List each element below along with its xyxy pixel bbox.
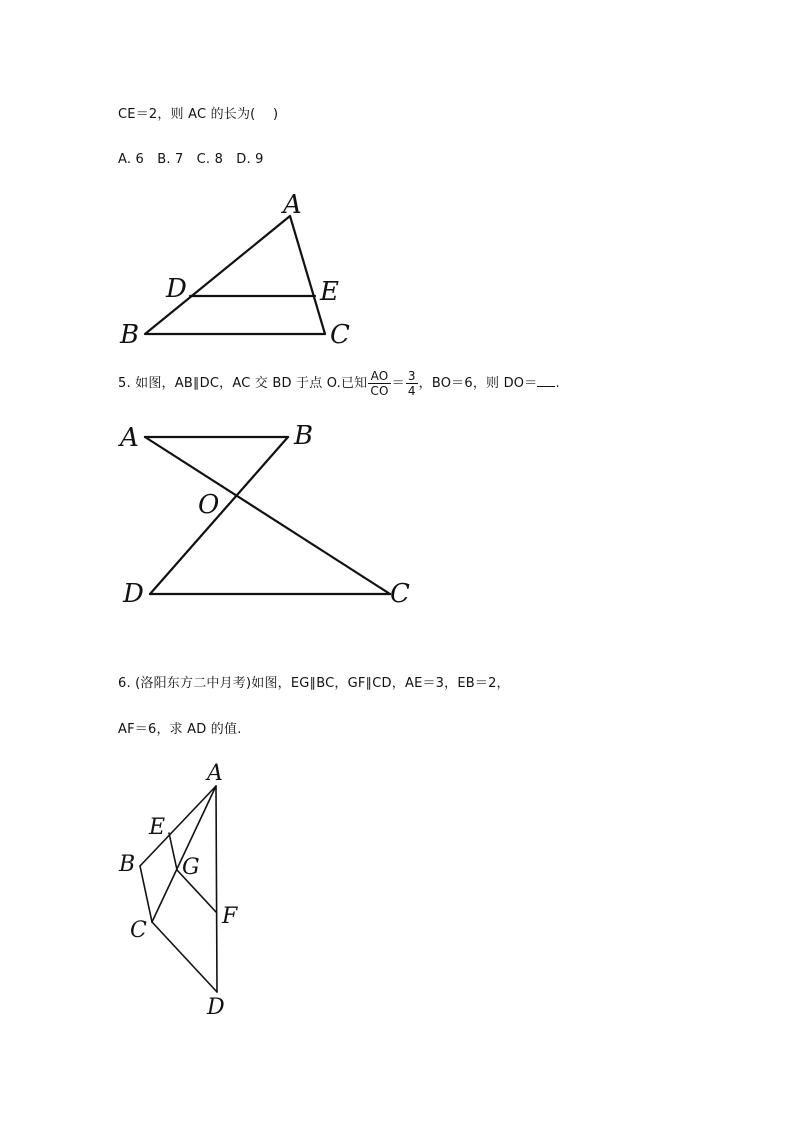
segment-bc [140,866,152,922]
label-g: G [182,855,200,880]
segment-ac [145,437,390,594]
fraction-denominator: CO [370,384,389,398]
label-a: A [120,423,139,453]
label-b: B [119,852,136,877]
fraction-numerator: AO [368,369,390,384]
segment-bd [150,437,288,594]
label-c: C [130,918,147,943]
label-c: C [330,320,350,350]
label-a: A [283,190,302,220]
q5-text [118,369,560,398]
value-numerator: 3 [407,369,416,383]
q6-line1: 6. (洛阳东方二中月考)如图，EG∥BC，GF∥CD，AE＝3，EB＝2， [118,676,510,691]
q6-line2: AF＝6，求 AD 的值. [118,722,242,737]
segment-eg [169,833,177,870]
segment-ac [152,786,216,922]
segment-ab [140,786,216,866]
equals-sign: ＝ [391,376,405,391]
label-e: E [320,277,339,307]
label-a: A [207,761,223,786]
label-d: D [123,579,144,609]
segment-cd [152,922,217,992]
q4-text: CE＝2，则 AC 的长为( ) [118,107,279,122]
segment-ad [216,786,217,992]
label-e: E [149,815,166,840]
label-f: F [222,904,238,929]
segment-gf [177,870,216,912]
fraction-value [406,369,418,398]
label-d: D [166,274,187,304]
label-d: D [207,995,225,1020]
triangle-abc [145,216,325,334]
label-b: B [120,320,140,350]
label-o: O [198,490,220,520]
label-c: C [390,579,410,609]
label-b: B [294,421,314,451]
value-denominator: 4 [407,384,416,398]
q5-suffix: ，BO＝6，则 DO＝ [418,376,538,391]
fraction-ao-co [368,369,390,398]
answer-blank [537,374,555,387]
q4-options: A. 6 B. 7 C. 8 D. 9 [118,152,264,167]
q5-end: . [555,376,560,391]
q5-prefix: 5. 如图，AB∥DC，AC 交 BD 于点 O.已知 [118,376,368,391]
